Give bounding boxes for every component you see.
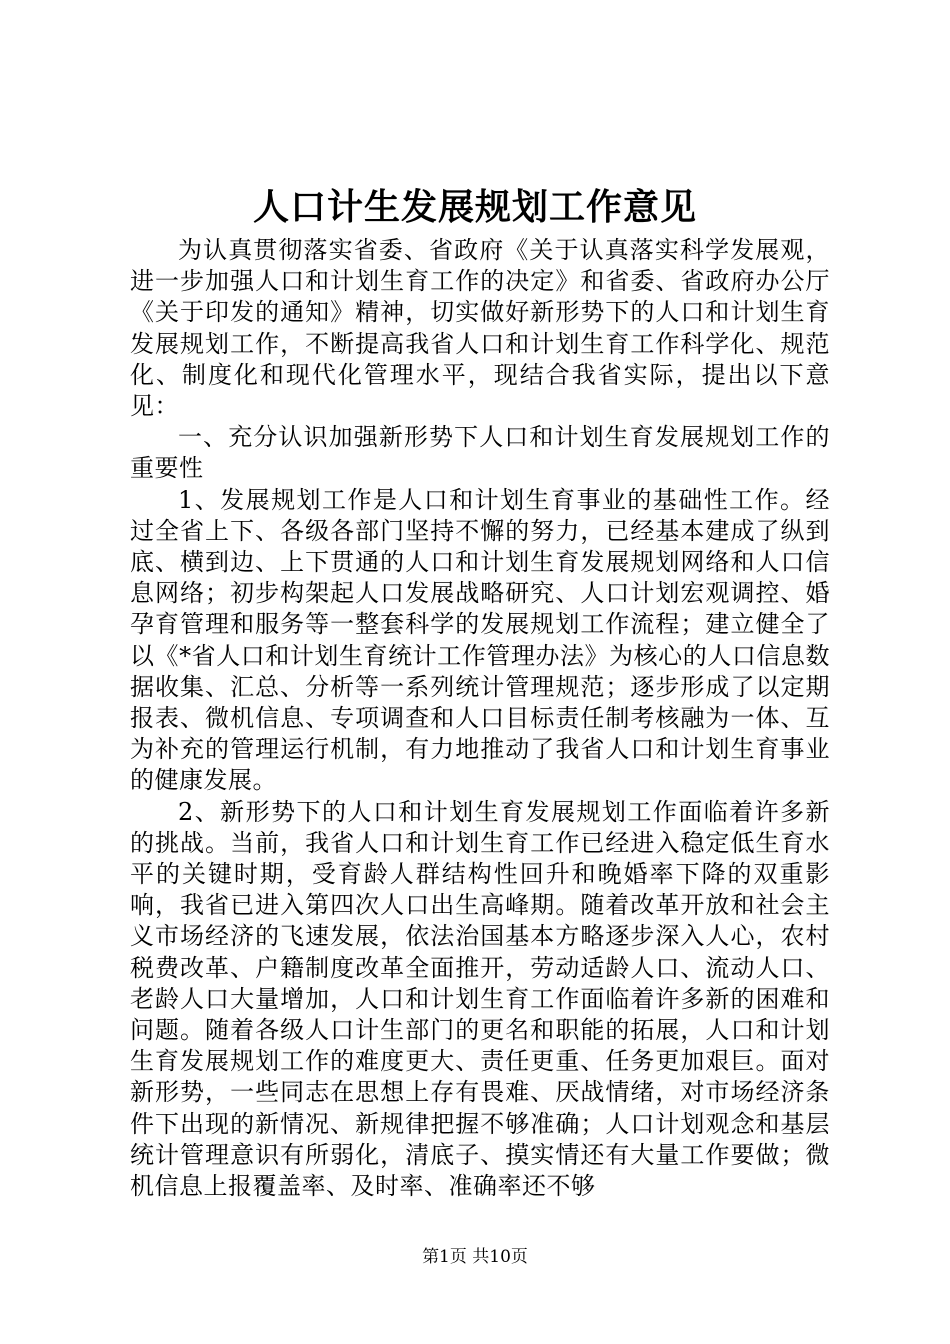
document-body	[130, 235, 830, 1202]
document-title: 人口计生发展规划工作意见	[252, 186, 697, 228]
paragraph-intro: 为认真贯彻落实省委、省政府《关于认真落实科学发展观，进一步加强人口和计划生育工作的决定》和省委、省政府办公厅《关于印发的通知》精神，切实做好新形势下的人口和计划生育发展规划工作，不断提高我省人口和计划生育工作科学化、规范化、制度化和现代化管理水平，现结合我省实际，提出以下意见：	[130, 236, 830, 421]
paragraph-point-1: 1、发展规划工作是人口和计划生育事业的基础性工作。经过全省上下、各级各部门坚持不懈的努力，已经基本建成了纵到底、横到边、上下贯通的人口和计划生育发展规划网络和人口信息网络；初步构架起人口发展战略研究、人口计划宏观调控、婚孕育管理和服务等一整套科学的发展规划工作流程；建立健全了以《*省人口和计划生育统计工作管理办法》为核心的人口信息数据收集、汇总、分析等一系列统计管理规范；逐步形成了以定期报表、微机信息、专项调查和人口目标责任制考核融为一体、互为补充的管理运行机制，有力地推动了我省人口和计划生育事业的健康发展。	[130, 485, 830, 795]
section-heading-1: 一、充分认识加强新形势下人口和计划生育发展规划工作的重要性	[130, 423, 830, 483]
page-number-footer: 第1页 共10页	[422, 1247, 528, 1267]
paragraph-point-2: 2、新形势下的人口和计划生育发展规划工作面临着许多新的挑战。当前，我省人口和计划生育工作已经进入稳定低生育水平的关键时期，受育龄人群结构性回升和晚婚率下降的双重影响，我省已进入第四次人口出生高峰期。随着改革开放和社会主义市场经济的飞速发展，依法治国基本方略逐步深入人心，农村税费改革、户籍制度改革全面推开，劳动适龄人口、流动人口、老龄人口大量增加，人口和计划生育工作面临着许多新的困难和问题。随着各级人口计生部门的更名和职能的拓展，人口和计划生育发展规划工作的难度更大、责任更重、任务更加艰巨。面对新形势，一些同志在思想上存有畏难、厌战情绪，对市场经济条件下出现的新情况、新规律把握不够准确；人口计划观念和基层统计管理意识有所弱化，清底子、摸实情还有大量工作要做；微机信息上报覆盖率、及时率、准确率还不够	[130, 797, 830, 1201]
